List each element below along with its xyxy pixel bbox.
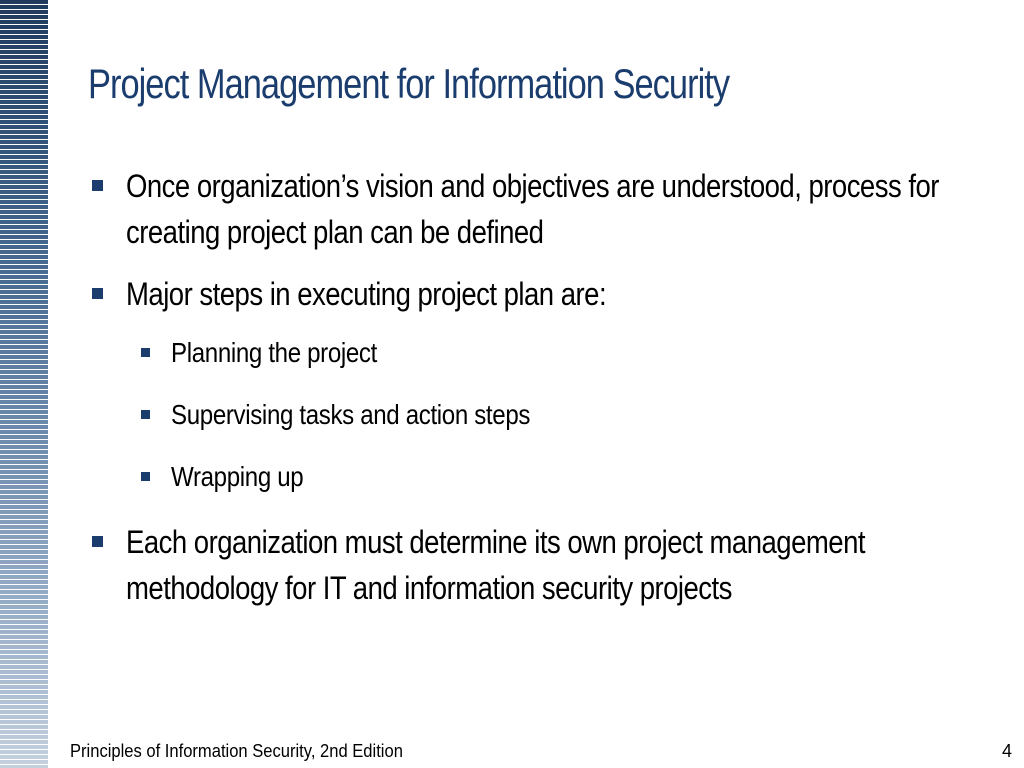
decorative-stripe-bar [0, 0, 48, 768]
sub-bullet-item [88, 457, 988, 497]
footer-book-title: Principles of Information Security, 2nd Edition [70, 741, 403, 761]
square-bullet-icon [141, 348, 150, 357]
bullet-item [88, 163, 988, 255]
sub-bullet-item [88, 395, 988, 435]
square-bullet-icon [92, 288, 103, 299]
page-number: 4 [1001, 741, 1012, 761]
bullet-item [88, 519, 988, 611]
sub-bullet-text: Supervising tasks and action steps [171, 399, 531, 430]
square-bullet-icon [92, 180, 103, 191]
bullet-text: Each organization must determine its own project management methodology for IT and information security projects [126, 524, 865, 606]
square-bullet-icon [141, 410, 150, 419]
bullet-text: Major steps in executing project plan are: [126, 276, 607, 312]
sub-bullet-text: Planning the project [171, 337, 377, 368]
square-bullet-icon [92, 536, 103, 547]
square-bullet-icon [141, 472, 150, 481]
bullet-item [88, 271, 988, 317]
bullet-list [88, 163, 988, 627]
bullet-text: Once organization’s vision and objectives are understood, process for creating project plan can be defined [126, 168, 939, 250]
slide-title: Project Management for Information Security [88, 60, 730, 107]
sub-bullet-text: Wrapping up [171, 461, 304, 492]
sub-bullet-item [88, 333, 988, 373]
